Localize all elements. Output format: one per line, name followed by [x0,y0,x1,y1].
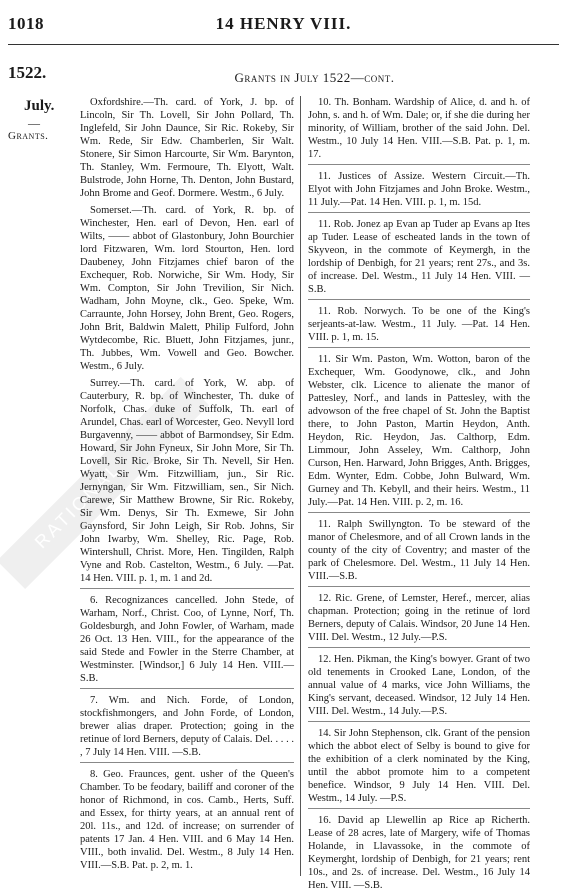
entry-12-pikman [308,653,530,722]
margin-dash: — [28,116,40,130]
section-title: Grants in July 1522—cont. [234,70,395,85]
entry-6 [80,594,294,689]
entry-11-justices [308,170,530,213]
entry-11-jonez [308,218,530,300]
header-rule [8,44,559,45]
page-number: 1018 [8,14,44,33]
entry-surrey [80,377,294,589]
entry-text: 12. Ric. Grene, of Lemster, Heref., mercer, alias chapman. Protection; going in the retinue of lord Berners, deputy of Calais. Windsor, 20 June 14 Hen. VIII. Del. Westm., 12 July.—P.S. [308,593,530,643]
entry-14 [308,727,530,809]
entry-text: 16. David ap Llewellin ap Rice ap Richerth. Lease of 28 acres, late of Margery, wife of Thomas Holande, in Llavassoke, in the commote of Keymerght, lordship of Denbigh, for 21 years; rent 10s., and 2s. of increase. Del. Westm., 16 July 14 Hen. VIII. —S.B. [308,815,530,890]
entry-somerset [80,204,294,373]
entry-text: 11. Ralph Swillyngton. To be steward of the manor of Chelesmore, and of all Crown lands in the county of the city of Coventry; and master of the park of Chelesmore. Del. Westm., 11 July 14 Hen. VIII.—S.B. [308,519,530,582]
entry-text: 11. Justices of Assize. Western Circuit.—Th. Elyot with John Fitzjames and John Broke. Westm., 11 July.—Pat. 14 Hen. VIII. p. 1, m. 15d. [308,171,530,208]
library-watermark: RATIONAL [0,306,294,674]
column-divider [300,96,301,876]
entry-text: 11. Rob. Norwych. To be one of the King's serjeants-at-law. Westm., 11 July. —Pat. 14 Hen. VIII. p. 1, m. 15. [308,306,530,343]
entry-text: Somerset.—Th. card. of York, R. bp. of Winchester, Hen. earl of Devon, Hen. earl of Wilts, —— abbot of Glastonbury, John Bourchier lord Fitzwaren, Wm. lord Stourton, Hen. lord Daubeney, John Fitzjames chief baron of the Exchequer, Rob. Norwiche, Sir Wm. Hody, Sir Wm. Compton, Sir John Trevilion, Sir Nich. Wadham, John Moyne, clk., Geo. Speke, Wm. Carraunte, John Horsey, John Brent, Geo. Rogers, John Brit, Baldwin Malett, Philip Fulford, John Wytdecombe, Ric. Bluett, John Fitzjames, junr., Th. Jubbes, Wm. Vowell and Geo. Bowcher. Westm., 6 July. [80,205,294,372]
margin-month: July. [24,98,55,114]
entry-text: 14. Sir John Stephenson, clk. Grant of the pension which the abbot elect of Selby is bound to give for the exhibition of a clerk nominated by the King, until the abbot promote him to a competent benefice. Windsor, 9 July 14 Hen. VIII. Del. Westm., 14 July. —P.S. [308,728,530,804]
entry-text: 10. Th. Bonham. Wardship of Alice, d. and h. of John, s. and h. of Wm. Dale; or, if she die during her minority, of William, brother of the said John. Del. Westm., 10 July 14 Hen. VIII.—S.B. Pat. p. 1, m. 17. [308,97,530,160]
entry-text: 6. Recognizances cancelled. John Stede, of Warham, Norf., Christ. Coo, of Lynne, Norf, Th. Goldesburgh, and John Fowler, of Warham, made 26 Oct. 13 Hen. VIII., for the appearance of the said Stede and Fowler in the Sterre Chamber, at Westminster. [Windsor,] 6 July 14 Hen. VIII.—S.B. [80,595,294,684]
entry-text: 8. Geo. Fraunces, gent. usher of the Queen's Chamber. To be feodary, bailiff and coroner of the honor of Richmond, in cos. Camb., Herts, Suff. and Essex, for thirty years, at an annual rent of 20l. 11s., and 12d. of increase; on surrender of patents 17 Jan. 4 Hen. VIII. and 6 May 14 Hen. VIII., both invalid. Del. Westm., 8 July 14 Hen. VIII.—S.B. Pat. p. 2, m. 1. [80,769,294,871]
entry-oxfordshire [80,96,294,200]
left-column [80,96,294,880]
entry-text: Surrey.—Th. card. of York, W. abp. of Cauterbury, R. bp. of Winchester, Th. duke of Norfolk, Chas. duke of Suffolk, Th. earl of Arundel, Chas. earl of Worcester, Geo. Nevyll lord Burgavenny, —— abbot of Barmondsey, Sir Edm. Howard, Sir John Fyneux, Sir John More, Sir Th. Lovell, Sir Ric. Broke, Sir Th. Nevell, Sir Hen. Wyatt, Sir Wm. Fitzwilliam, jun., Sir Ric. Jernyngan, Sir Wm. Fitzwilliam, sen., Sir Nich. Carewe, Sir Matthew Browne, Sir Ric. Rokeby, Sir Wm. Denys, Sir Th. Exmewe, Sir John Gaynsford, Sir John Leigh, Sir Rob. Johns, Sir John Iwarby, Wm. Shelley, Ric. Page, Rob. Wintershull, Christ. More, Hen. Tingilden, Ralph Vyne and Rob. Castelton, Westm., 6 July. —Pat. 14 Hen. VIII. p. 1, m. 1 and 2d. [80,378,294,584]
year-label: 1522. [8,63,47,82]
entry-8 [80,768,294,875]
entry-7 [80,694,294,763]
entry-text: 7. Wm. and Nich. Forde, of London, stockfishmongers, and John Forde, of London, brewer alias draper. Protection; going in the retinue of lord Berners, deputy of Calais. Del. . . . . , 7 July 14 Hen. VIII. —S.B. [80,695,294,758]
entry-12-grene [308,592,530,648]
entry-10 [308,96,530,165]
margin-grants-label: Grants. [8,130,49,142]
entry-11-swillyngton [308,518,530,587]
entry-11-norwych [308,305,530,348]
entry-11-paston [308,353,530,513]
entry-text: Oxfordshire.—Th. card. of York, J. bp. of Lincoln, Sir Th. Lovell, Sir John Pollard, Th. Inglefeld, Sir John Daunce, Sir Ric. Rokeby, Sir Wm. Rede, Sir Edw. Chamberlen, Sir Walt. Stonere, Sir Simon Harcourte, Sir Wm. Barynton, Th. Stanley, Wm. Fermoure, Th. Elyott, Walt. Bulstrode, John Horne, Th. Denton, John Bustard, John Brome and Geof. Dormere. Westm., 6 July. [80,97,294,199]
right-column [308,96,530,890]
entry-text: 11. Rob. Jonez ap Evan ap Tuder ap Evans ap Ites ap Tuder. Lease of escheated lands in the town of Skyveon, in the commote of Keymergh, in the lordship of Denbigh, for 21 years; rent 27s., and 3s. of increase. Del. Westm., 11 July 14 Hen. VIII. —S.B. [308,219,530,295]
entry-16 [308,814,530,890]
entry-text: 11. Sir Wm. Paston, Wm. Wotton, baron of the Exchequer, Wm. Goodynowe, clk., and John Webster, clk. Licence to alienate the manor of Pattesley, Norf., and lands in Pattesley, with the advowson of the free chapel of St. John the Baptist there, to John Paston, Martin Heydon, Anth. Heydon, Ric. Heydon, Jas. Calthorp, Edm. Limmour, John Asseley, Wm. Calthorp, John Curson, Hen. Harward, John Brigges, Anth. Brigges, Edm. Wynter, Edm. Cobbe, John Bulward, Wm. Gurney and Th. Kebyll, and their heirs. Westm., 11 July.—Pat. 14 Hen. VIII. p. 2, m. 16. [308,354,530,508]
entry-text: 12. Hen. Pikman, the King's bowyer. Grant of two old tenements in Crooked Lane, London, of the annual value of 4 marks, vice John Williams, the King's servant, deceased. Windsor, 12 July 14 Hen. VIII. Del. Westm., 14 July.—P.S. [308,654,530,717]
running-head: 14 HENRY VIII. [215,14,352,33]
